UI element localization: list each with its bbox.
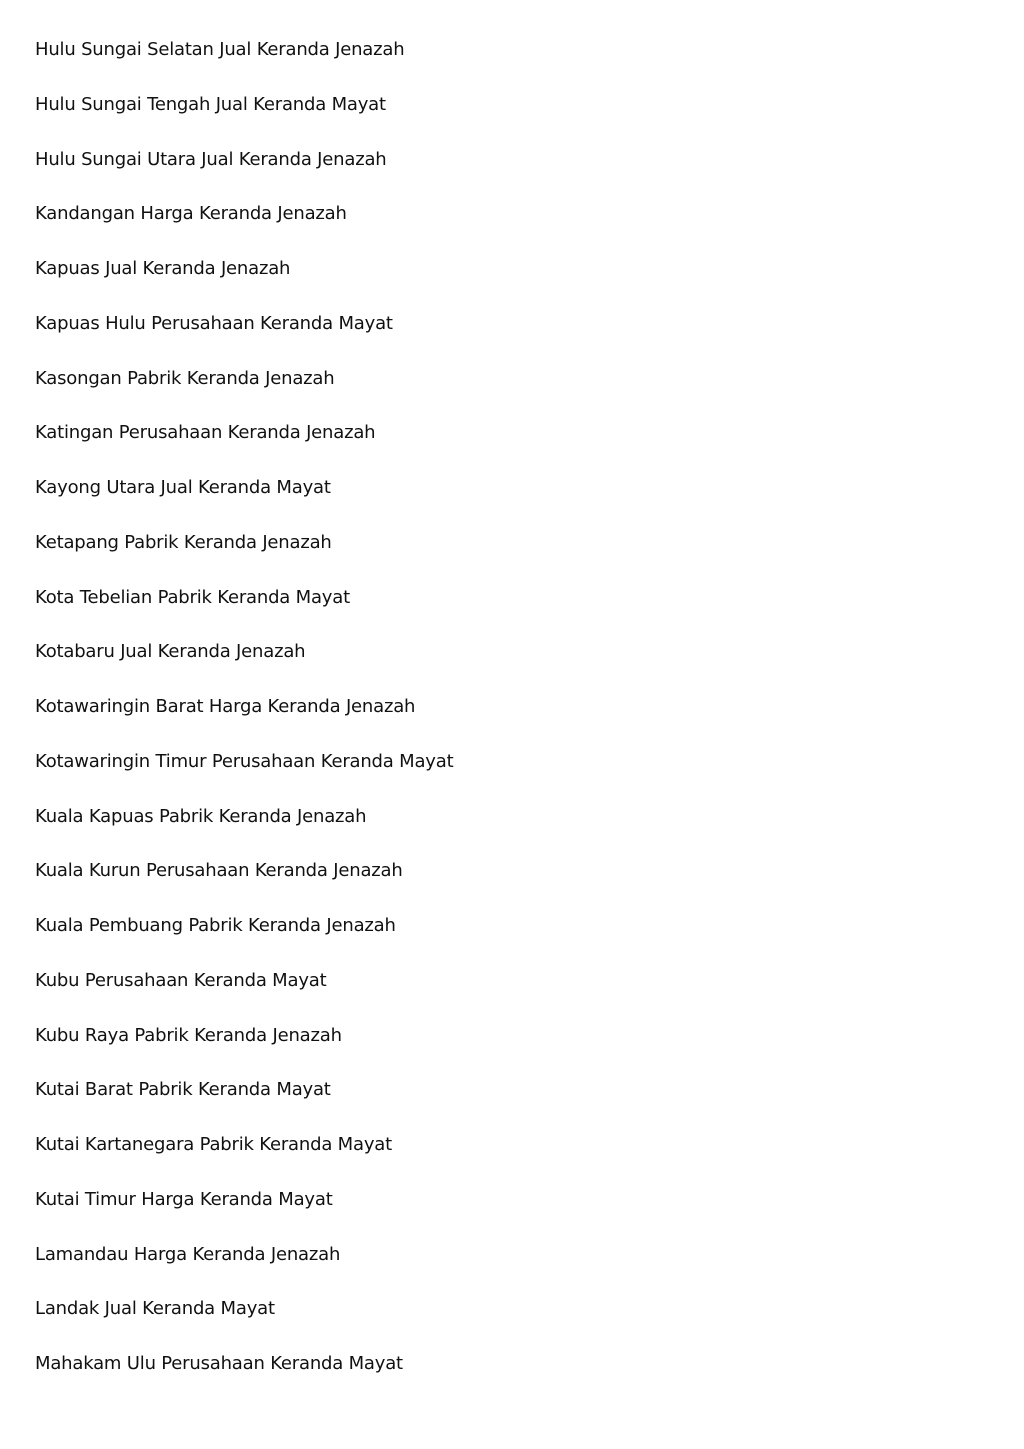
list-item: Kutai Barat Pabrik Keranda Mayat [35,1079,331,1101]
list-item: Kotawaringin Timur Perusahaan Keranda Mayat [35,750,454,772]
list-item: Kapuas Hulu Perusahaan Keranda Mayat [35,312,393,334]
list-item: Kasongan Pabrik Keranda Jenazah [35,367,335,389]
list-item: Mahakam Ulu Perusahaan Keranda Mayat [35,1353,403,1374]
list-item: Kubu Perusahaan Keranda Mayat [35,969,327,991]
list-item: Hulu Sungai Tengah Jual Keranda Mayat [35,93,386,115]
list-item: Lamandau Harga Keranda Jenazah [35,1243,341,1265]
list-item: Kandangan Harga Keranda Jenazah [35,203,347,225]
list-item: Kuala Kapuas Pabrik Keranda Jenazah [35,805,367,827]
keyword-list [35,36,453,1405]
list-item: Ketapang Pabrik Keranda Jenazah [35,531,332,553]
list-item: Kotawaringin Barat Harga Keranda Jenazah [35,696,416,717]
list-item: Hulu Sungai Selatan Jual Keranda Jenazah [35,39,405,60]
list-item: Kayong Utara Jual Keranda Mayat [35,477,331,498]
list-item: Landak Jual Keranda Mayat [35,1298,275,1320]
list-item: Hulu Sungai Utara Jual Keranda Jenazah [35,148,387,170]
list-item: Kapuas Jual Keranda Jenazah [35,258,291,279]
list-item: Kutai Timur Harga Keranda Mayat [35,1188,333,1210]
list-item: Kuala Kurun Perusahaan Keranda Jenazah [35,860,403,882]
list-item: Kotabaru Jual Keranda Jenazah [35,641,306,663]
list-item: Kutai Kartanegara Pabrik Keranda Mayat [35,1134,392,1155]
list-item: Katingan Perusahaan Keranda Jenazah [35,422,376,444]
list-item: Kubu Raya Pabrik Keranda Jenazah [35,1024,342,1046]
list-item: Kota Tebelian Pabrik Keranda Mayat [35,586,350,608]
list-item: Kuala Pembuang Pabrik Keranda Jenazah [35,915,396,936]
